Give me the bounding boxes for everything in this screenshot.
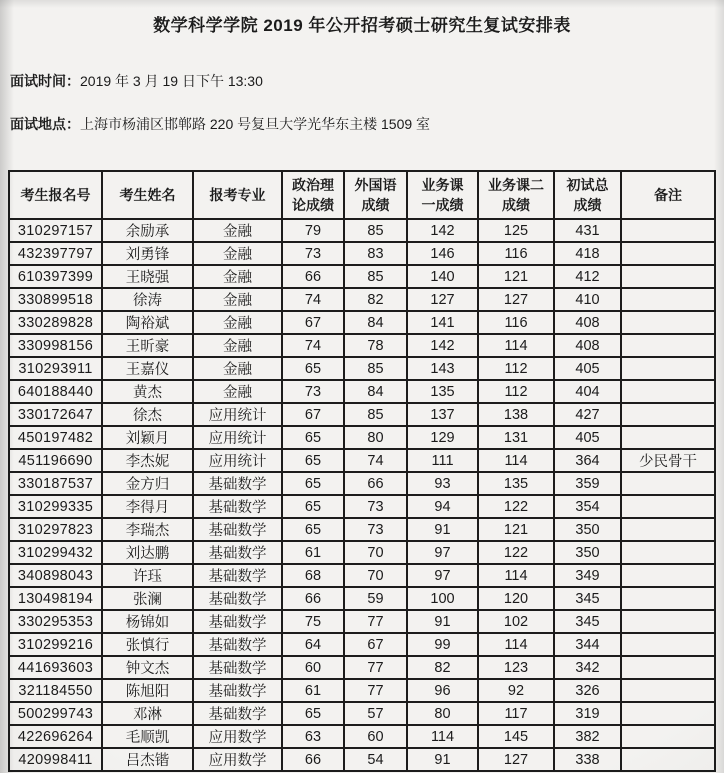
cell-remark xyxy=(621,426,715,449)
cell-major: 金融 xyxy=(193,219,282,242)
cell-major: 基础数学 xyxy=(193,679,282,702)
cell-course1-score: 91 xyxy=(407,518,478,541)
cell-remark xyxy=(621,656,715,679)
table-row xyxy=(9,219,715,242)
cell-course2-score: 114 xyxy=(478,564,554,587)
cell-politics-score: 67 xyxy=(282,311,344,334)
interview-place-value: 上海市杨浦区邯郸路 220 号复旦大学光华东主楼 1509 室 xyxy=(80,116,431,132)
cell-course1-score: 143 xyxy=(407,357,478,380)
cell-reg-no: 451196690 xyxy=(9,449,102,472)
cell-foreign-language-score: 78 xyxy=(344,334,407,357)
cell-candidate-name: 张慎行 xyxy=(102,633,193,656)
cell-course2-score: 123 xyxy=(478,656,554,679)
table-row xyxy=(9,633,715,656)
cell-politics-score: 79 xyxy=(282,219,344,242)
cell-reg-no: 310299432 xyxy=(9,541,102,564)
table-row xyxy=(9,334,715,357)
table-row xyxy=(9,587,715,610)
cell-foreign-language-score: 74 xyxy=(344,449,407,472)
cell-candidate-name: 徐涛 xyxy=(102,288,193,311)
cell-politics-score: 65 xyxy=(282,518,344,541)
cell-candidate-name: 李瑞杰 xyxy=(102,518,193,541)
cell-reg-no: 441693603 xyxy=(9,656,102,679)
cell-remark xyxy=(621,403,715,426)
cell-course2-score: 114 xyxy=(478,334,554,357)
cell-politics-score: 63 xyxy=(282,725,344,748)
cell-candidate-name: 许珏 xyxy=(102,564,193,587)
table-row xyxy=(9,725,715,748)
cell-reg-no: 610397399 xyxy=(9,265,102,288)
interview-place-line xyxy=(10,114,430,134)
cell-total-score: 350 xyxy=(554,518,621,541)
cell-major: 应用统计 xyxy=(193,449,282,472)
cell-foreign-language-score: 85 xyxy=(344,265,407,288)
cell-major: 应用统计 xyxy=(193,426,282,449)
cell-reg-no: 310297157 xyxy=(9,219,102,242)
table-row xyxy=(9,702,715,725)
table-row xyxy=(9,242,715,265)
document-title: 数学科学学院 2019 年公开招考硕士研究生复试安排表 xyxy=(153,16,571,35)
table-row xyxy=(9,449,715,472)
cell-total-score: 344 xyxy=(554,633,621,656)
cell-foreign-language-score: 70 xyxy=(344,541,407,564)
cell-total-score: 405 xyxy=(554,426,621,449)
cell-politics-score: 66 xyxy=(282,748,344,771)
cell-reg-no: 330899518 xyxy=(9,288,102,311)
cell-course1-score: 135 xyxy=(407,380,478,403)
cell-remark xyxy=(621,748,715,771)
cell-foreign-language-score: 80 xyxy=(344,426,407,449)
cell-course1-score: 142 xyxy=(407,334,478,357)
cell-total-score: 408 xyxy=(554,334,621,357)
cell-course2-score: 135 xyxy=(478,472,554,495)
cell-total-score: 382 xyxy=(554,725,621,748)
cell-total-score: 364 xyxy=(554,449,621,472)
cell-reg-no: 310293911 xyxy=(9,357,102,380)
column-header-remark: 备注 xyxy=(621,171,715,219)
cell-reg-no: 330998156 xyxy=(9,334,102,357)
cell-course2-score: 92 xyxy=(478,679,554,702)
cell-politics-score: 60 xyxy=(282,656,344,679)
cell-course2-score: 116 xyxy=(478,242,554,265)
table-row xyxy=(9,564,715,587)
table-row xyxy=(9,357,715,380)
cell-course1-score: 80 xyxy=(407,702,478,725)
column-header-major: 报考专业 xyxy=(193,171,282,219)
cell-major: 基础数学 xyxy=(193,587,282,610)
cell-reg-no: 500299743 xyxy=(9,702,102,725)
cell-total-score: 404 xyxy=(554,380,621,403)
results-table xyxy=(8,170,716,772)
cell-total-score: 345 xyxy=(554,610,621,633)
cell-politics-score: 61 xyxy=(282,541,344,564)
cell-politics-score: 65 xyxy=(282,449,344,472)
cell-remark xyxy=(621,610,715,633)
cell-foreign-language-score: 85 xyxy=(344,219,407,242)
cell-course1-score: 82 xyxy=(407,656,478,679)
cell-total-score: 427 xyxy=(554,403,621,426)
table-row xyxy=(9,748,715,771)
cell-remark xyxy=(621,288,715,311)
cell-politics-score: 73 xyxy=(282,242,344,265)
cell-course2-score: 120 xyxy=(478,587,554,610)
cell-politics-score: 67 xyxy=(282,403,344,426)
cell-course1-score: 127 xyxy=(407,288,478,311)
cell-course2-score: 117 xyxy=(478,702,554,725)
cell-major: 基础数学 xyxy=(193,541,282,564)
cell-candidate-name: 张澜 xyxy=(102,587,193,610)
cell-total-score: 431 xyxy=(554,219,621,242)
cell-major: 基础数学 xyxy=(193,656,282,679)
cell-course1-score: 129 xyxy=(407,426,478,449)
cell-politics-score: 73 xyxy=(282,380,344,403)
table-row xyxy=(9,403,715,426)
cell-course2-score: 131 xyxy=(478,426,554,449)
cell-politics-score: 75 xyxy=(282,610,344,633)
column-header-course1-score: 业务课 一成绩 xyxy=(407,171,478,219)
cell-politics-score: 68 xyxy=(282,564,344,587)
cell-foreign-language-score: 73 xyxy=(344,518,407,541)
cell-course1-score: 146 xyxy=(407,242,478,265)
cell-major: 金融 xyxy=(193,357,282,380)
cell-remark xyxy=(621,633,715,656)
cell-politics-score: 65 xyxy=(282,472,344,495)
cell-reg-no: 321184550 xyxy=(9,679,102,702)
cell-politics-score: 74 xyxy=(282,334,344,357)
cell-candidate-name: 金方归 xyxy=(102,472,193,495)
cell-course1-score: 97 xyxy=(407,541,478,564)
cell-politics-score: 65 xyxy=(282,357,344,380)
cell-reg-no: 640188440 xyxy=(9,380,102,403)
cell-total-score: 350 xyxy=(554,541,621,564)
cell-foreign-language-score: 57 xyxy=(344,702,407,725)
cell-candidate-name: 吕杰锴 xyxy=(102,748,193,771)
cell-total-score: 342 xyxy=(554,656,621,679)
table-row xyxy=(9,265,715,288)
cell-foreign-language-score: 83 xyxy=(344,242,407,265)
cell-reg-no: 340898043 xyxy=(9,564,102,587)
column-header-candidate-name: 考生姓名 xyxy=(102,171,193,219)
interview-time-line xyxy=(10,71,263,91)
cell-candidate-name: 李得月 xyxy=(102,495,193,518)
cell-course2-score: 112 xyxy=(478,357,554,380)
cell-major: 基础数学 xyxy=(193,472,282,495)
cell-major: 基础数学 xyxy=(193,495,282,518)
cell-reg-no: 420998411 xyxy=(9,748,102,771)
cell-remark xyxy=(621,472,715,495)
cell-course2-score: 112 xyxy=(478,380,554,403)
cell-remark xyxy=(621,702,715,725)
cell-remark xyxy=(621,679,715,702)
cell-candidate-name: 王昕豪 xyxy=(102,334,193,357)
cell-reg-no: 330172647 xyxy=(9,403,102,426)
cell-major: 金融 xyxy=(193,288,282,311)
cell-course1-score: 114 xyxy=(407,725,478,748)
cell-candidate-name: 邓淋 xyxy=(102,702,193,725)
cell-politics-score: 61 xyxy=(282,679,344,702)
cell-total-score: 359 xyxy=(554,472,621,495)
cell-course2-score: 122 xyxy=(478,541,554,564)
cell-reg-no: 330187537 xyxy=(9,472,102,495)
cell-course1-score: 96 xyxy=(407,679,478,702)
cell-reg-no: 432397797 xyxy=(9,242,102,265)
cell-course2-score: 145 xyxy=(478,725,554,748)
cell-candidate-name: 余励承 xyxy=(102,219,193,242)
cell-politics-score: 65 xyxy=(282,495,344,518)
cell-major: 金融 xyxy=(193,380,282,403)
column-header-total-score: 初试总 成绩 xyxy=(554,171,621,219)
cell-major: 基础数学 xyxy=(193,633,282,656)
cell-candidate-name: 刘颖月 xyxy=(102,426,193,449)
cell-remark xyxy=(621,265,715,288)
cell-foreign-language-score: 67 xyxy=(344,633,407,656)
cell-politics-score: 65 xyxy=(282,426,344,449)
cell-candidate-name: 徐杰 xyxy=(102,403,193,426)
cell-course2-score: 138 xyxy=(478,403,554,426)
table-row xyxy=(9,541,715,564)
cell-candidate-name: 陈旭阳 xyxy=(102,679,193,702)
cell-candidate-name: 王晓强 xyxy=(102,265,193,288)
cell-course1-score: 99 xyxy=(407,633,478,656)
cell-remark xyxy=(621,357,715,380)
table-row xyxy=(9,288,715,311)
cell-major: 金融 xyxy=(193,265,282,288)
cell-total-score: 319 xyxy=(554,702,621,725)
cell-foreign-language-score: 85 xyxy=(344,403,407,426)
header-row xyxy=(9,171,715,219)
cell-total-score: 326 xyxy=(554,679,621,702)
interview-time-label: 面试时间： xyxy=(10,73,80,89)
cell-course2-score: 122 xyxy=(478,495,554,518)
cell-candidate-name: 毛顺凯 xyxy=(102,725,193,748)
cell-reg-no: 450197482 xyxy=(9,426,102,449)
cell-politics-score: 66 xyxy=(282,265,344,288)
table-row xyxy=(9,311,715,334)
cell-reg-no: 130498194 xyxy=(9,587,102,610)
cell-foreign-language-score: 73 xyxy=(344,495,407,518)
cell-total-score: 410 xyxy=(554,288,621,311)
cell-major: 应用数学 xyxy=(193,748,282,771)
cell-major: 金融 xyxy=(193,311,282,334)
cell-course2-score: 114 xyxy=(478,449,554,472)
cell-remark xyxy=(621,587,715,610)
cell-foreign-language-score: 54 xyxy=(344,748,407,771)
column-header-politics-score: 政治理 论成绩 xyxy=(282,171,344,219)
cell-course2-score: 125 xyxy=(478,219,554,242)
cell-course2-score: 114 xyxy=(478,633,554,656)
cell-course1-score: 141 xyxy=(407,311,478,334)
cell-course1-score: 91 xyxy=(407,610,478,633)
cell-candidate-name: 刘勇锋 xyxy=(102,242,193,265)
table-row xyxy=(9,518,715,541)
cell-foreign-language-score: 59 xyxy=(344,587,407,610)
cell-foreign-language-score: 85 xyxy=(344,357,407,380)
cell-course2-score: 102 xyxy=(478,610,554,633)
cell-politics-score: 66 xyxy=(282,587,344,610)
cell-course2-score: 121 xyxy=(478,518,554,541)
table-row xyxy=(9,426,715,449)
cell-reg-no: 310297823 xyxy=(9,518,102,541)
table-header xyxy=(9,171,715,219)
cell-course1-score: 140 xyxy=(407,265,478,288)
table-body xyxy=(9,219,715,771)
cell-major: 基础数学 xyxy=(193,702,282,725)
cell-remark xyxy=(621,311,715,334)
cell-course1-score: 137 xyxy=(407,403,478,426)
cell-major: 应用统计 xyxy=(193,403,282,426)
cell-foreign-language-score: 77 xyxy=(344,679,407,702)
table-row xyxy=(9,380,715,403)
cell-course1-score: 93 xyxy=(407,472,478,495)
table-row xyxy=(9,656,715,679)
cell-foreign-language-score: 77 xyxy=(344,610,407,633)
cell-total-score: 338 xyxy=(554,748,621,771)
cell-remark xyxy=(621,495,715,518)
cell-candidate-name: 钟文杰 xyxy=(102,656,193,679)
cell-remark: 少民骨干 xyxy=(621,449,715,472)
cell-politics-score: 64 xyxy=(282,633,344,656)
cell-total-score: 418 xyxy=(554,242,621,265)
cell-total-score: 349 xyxy=(554,564,621,587)
cell-course2-score: 121 xyxy=(478,265,554,288)
cell-candidate-name: 李杰妮 xyxy=(102,449,193,472)
cell-total-score: 408 xyxy=(554,311,621,334)
cell-remark xyxy=(621,380,715,403)
interview-time-value: 2019 年 3 月 19 日下午 13:30 xyxy=(80,73,263,89)
cell-total-score: 412 xyxy=(554,265,621,288)
cell-foreign-language-score: 70 xyxy=(344,564,407,587)
cell-remark xyxy=(621,518,715,541)
column-header-course2-score: 业务课二 成绩 xyxy=(478,171,554,219)
table-row xyxy=(9,679,715,702)
column-header-foreign-language-score: 外国语 成绩 xyxy=(344,171,407,219)
cell-course2-score: 127 xyxy=(478,748,554,771)
cell-remark xyxy=(621,242,715,265)
cell-major: 应用数学 xyxy=(193,725,282,748)
cell-remark xyxy=(621,725,715,748)
cell-candidate-name: 陶裕斌 xyxy=(102,311,193,334)
cell-politics-score: 74 xyxy=(282,288,344,311)
cell-course2-score: 116 xyxy=(478,311,554,334)
cell-course1-score: 142 xyxy=(407,219,478,242)
cell-reg-no: 330289828 xyxy=(9,311,102,334)
cell-major: 金融 xyxy=(193,334,282,357)
cell-course1-score: 111 xyxy=(407,449,478,472)
cell-foreign-language-score: 77 xyxy=(344,656,407,679)
column-header-reg-no: 考生报名号 xyxy=(9,171,102,219)
cell-reg-no: 310299335 xyxy=(9,495,102,518)
cell-reg-no: 330295353 xyxy=(9,610,102,633)
table-row xyxy=(9,495,715,518)
cell-remark xyxy=(621,219,715,242)
cell-course1-score: 94 xyxy=(407,495,478,518)
cell-major: 金融 xyxy=(193,242,282,265)
cell-foreign-language-score: 66 xyxy=(344,472,407,495)
cell-major: 基础数学 xyxy=(193,518,282,541)
cell-course1-score: 100 xyxy=(407,587,478,610)
cell-candidate-name: 刘达鹏 xyxy=(102,541,193,564)
cell-foreign-language-score: 84 xyxy=(344,380,407,403)
cell-course1-score: 97 xyxy=(407,564,478,587)
cell-reg-no: 310299216 xyxy=(9,633,102,656)
cell-remark xyxy=(621,334,715,357)
cell-course2-score: 127 xyxy=(478,288,554,311)
cell-total-score: 354 xyxy=(554,495,621,518)
cell-total-score: 345 xyxy=(554,587,621,610)
table-row xyxy=(9,472,715,495)
cell-remark xyxy=(621,541,715,564)
cell-course1-score: 91 xyxy=(407,748,478,771)
cell-foreign-language-score: 60 xyxy=(344,725,407,748)
cell-major: 基础数学 xyxy=(193,564,282,587)
cell-foreign-language-score: 82 xyxy=(344,288,407,311)
cell-major: 基础数学 xyxy=(193,610,282,633)
table-row xyxy=(9,610,715,633)
cell-candidate-name: 王嘉仪 xyxy=(102,357,193,380)
cell-total-score: 405 xyxy=(554,357,621,380)
cell-remark xyxy=(621,564,715,587)
cell-politics-score: 65 xyxy=(282,702,344,725)
interview-place-label: 面试地点： xyxy=(10,116,80,132)
cell-foreign-language-score: 84 xyxy=(344,311,407,334)
cell-candidate-name: 杨锦如 xyxy=(102,610,193,633)
cell-candidate-name: 黄杰 xyxy=(102,380,193,403)
cell-reg-no: 422696264 xyxy=(9,725,102,748)
